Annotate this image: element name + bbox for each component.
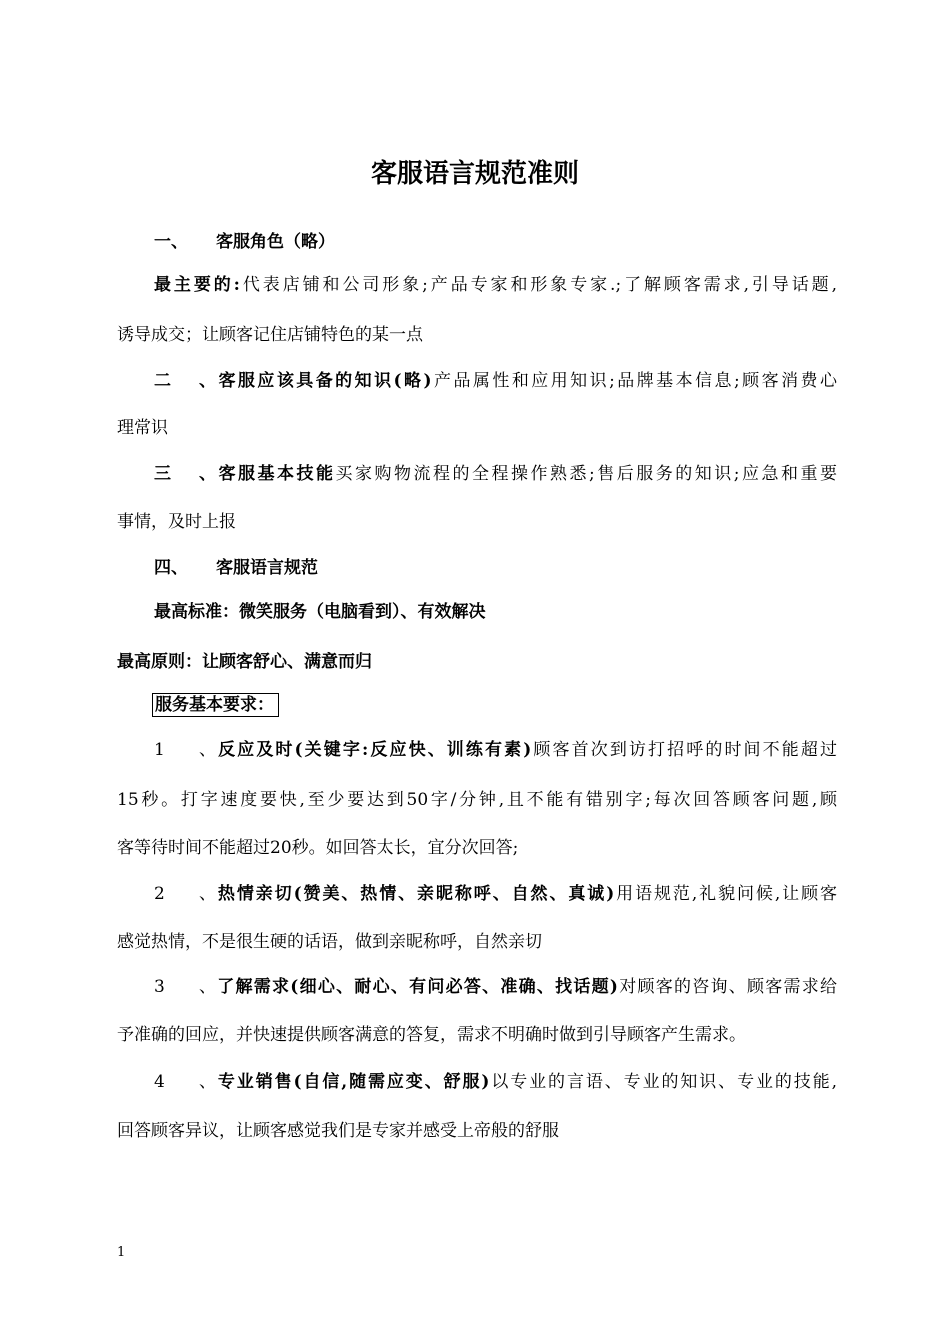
item-3-line-2: 予准确的回应，并快速提供顾客满意的答复，需求不明确时做到引导顾客产生需求。 (117, 1025, 746, 1045)
section-2-paragraph-line-2: 理常识 (117, 418, 168, 438)
item-2-number: 2、 (154, 884, 216, 904)
highest-principle: 最高原则：让顾客舒心、满意而归 (117, 652, 372, 672)
item-2-text: 用语规范,礼貌问候,让顾客 (614, 884, 837, 904)
section-2-text: 产品属性和应用知识;品牌基本信息;顾客消费心 (431, 371, 837, 391)
section-1-heading (154, 229, 837, 255)
section-3-paragraph-line-2: 事情，及时上报 (117, 512, 236, 532)
item-3-title: 了解需求(细心、耐心、有问必答、准确、找话题) (216, 977, 618, 997)
section-3-paragraph-line-1 (154, 461, 837, 487)
section-2-number: 二、 (154, 371, 216, 391)
section-4-title: 客服语言规范 (216, 558, 318, 578)
highest-standard: 最高标准：微笑服务（电脑看到）、有效解决 (154, 602, 486, 622)
basic-requirements-line (154, 692, 837, 718)
item-1-title: 反应及时(关键字:反应快、训练有素) (216, 740, 532, 760)
item-3-text: 对顾客的咨询、顾客需求给 (617, 977, 838, 997)
section-3-number: 三、 (154, 464, 216, 484)
item-3-line-1 (154, 974, 837, 1000)
item-4-line-1 (154, 1069, 837, 1095)
item-2-line-1 (154, 881, 837, 907)
section-4-number: 四、 (154, 558, 188, 578)
item-4-number: 4、 (154, 1072, 216, 1092)
section-1-number: 一、 (154, 232, 188, 252)
page-title: 客服语言规范准则 (370, 159, 579, 189)
item-1-line-3: 客等待时间不能超过20秒。如回答太长，宜分次回答; (117, 838, 519, 858)
item-4-line-2: 回答顾客异议，让顾客感觉我们是专家并感受上帝般的舒服 (117, 1121, 559, 1141)
section-3-text: 买家购物流程的全程操作熟悉;售后服务的知识;应急和重要 (335, 464, 837, 484)
section-1-title: 客服角色（略） (216, 232, 335, 252)
item-1-line-2: 15秒。打字速度要快,至少要达到50字/分钟,且不能有错别字;每次回答顾客问题,顾 (117, 790, 837, 810)
item-1-number: 1、 (154, 740, 216, 760)
section-1-paragraph-line-2: 诱导成交；让顾客记住店铺特色的某一点 (117, 325, 423, 345)
section-3-title: 客服基本技能 (216, 464, 336, 484)
item-3-number: 3、 (154, 977, 216, 997)
page-number: 1 (117, 1245, 126, 1260)
section-1-text: 代表店铺和公司形象;产品专家和形象专家.;了解顾客需求,引导话题, (239, 275, 837, 295)
item-2-title: 热情亲切(赞美、热情、亲昵称呼、自然、真诚) (216, 884, 615, 904)
item-1-text: 顾客首次到访打招呼的时间不能超过 (531, 740, 837, 760)
section-1-lead: 最主要的: (154, 275, 240, 295)
section-4-heading (154, 555, 837, 581)
item-4-text: 以专业的言语、专业的知识、专业的技能, (489, 1072, 837, 1092)
basic-requirements-box: 服务基本要求： (152, 693, 279, 717)
section-2-title: 客服应该具备的知识(略) (216, 371, 432, 391)
section-1-paragraph-line-1 (154, 272, 837, 298)
item-2-line-2: 感觉热情，不是很生硬的话语，做到亲昵称呼，自然亲切 (117, 932, 542, 952)
section-2-paragraph-line-1 (154, 368, 837, 394)
item-1-line-1 (154, 737, 837, 763)
item-4-title: 专业销售(自信,随需应变、舒服) (216, 1072, 490, 1092)
